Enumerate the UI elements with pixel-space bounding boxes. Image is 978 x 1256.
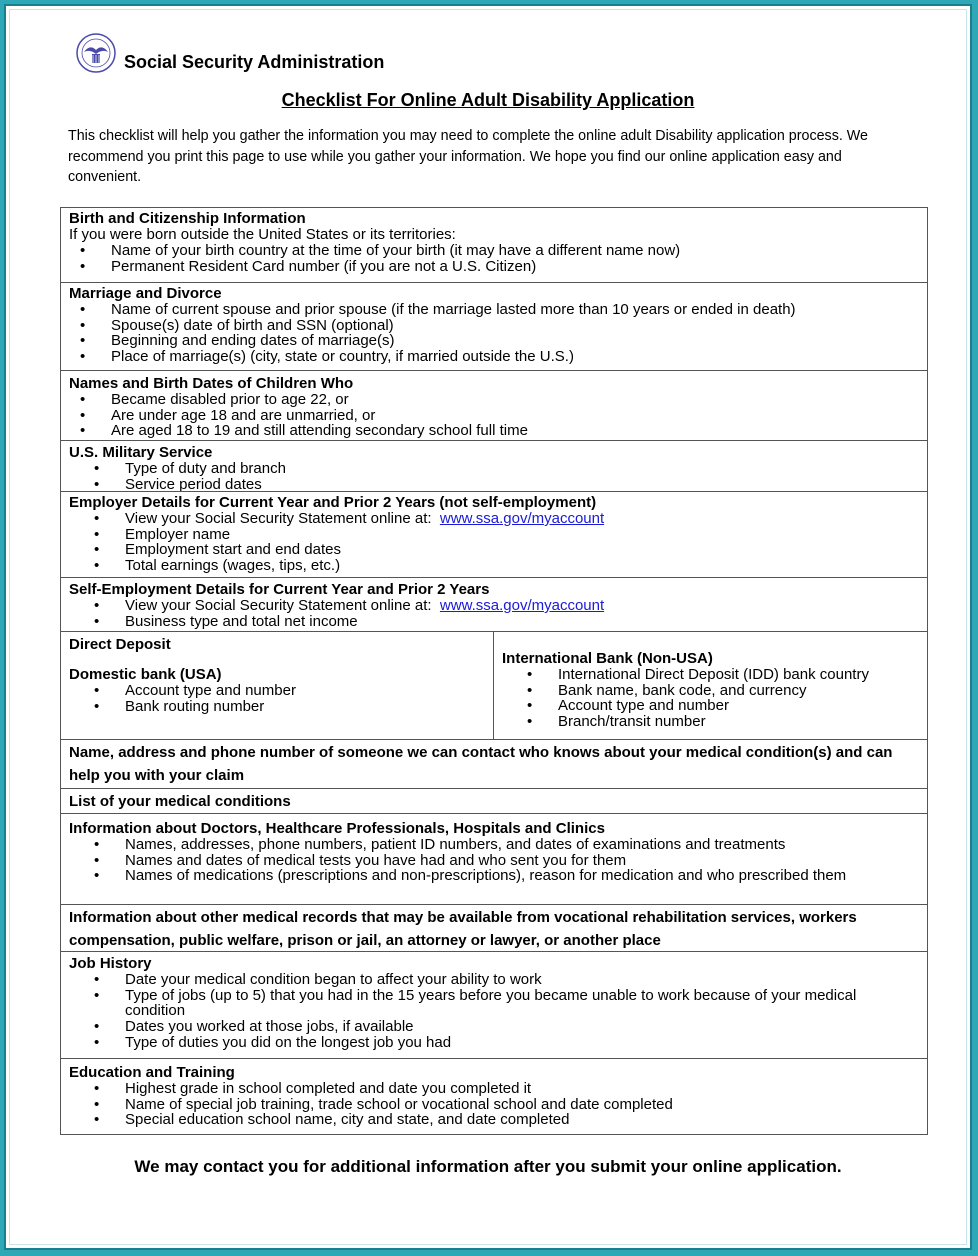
list-item: • Name of current spouse and prior spouse (if the marriage lasted more than 10 years or ended in death) — [111, 302, 927, 318]
list-item: • Names and dates of medical tests you have had and who sent you for them — [125, 853, 927, 869]
myaccount-link[interactable]: www.ssa.gov/myaccount — [439, 510, 605, 527]
checklist-table — [60, 207, 928, 1135]
section-heading: Information about other medical records that may be available from vocational rehabilitation services, workers compensation, public welfare, prison or jail, an attorney or lawyer, or another place — [69, 909, 857, 949]
document-page — [4, 4, 972, 1250]
section-job-history — [61, 951, 927, 1058]
list-item: • Account type and number — [125, 683, 493, 699]
list-item: • Name of your birth country at the time of your birth (it may have a different name now) — [111, 243, 927, 259]
list-item: • Bank routing number — [125, 699, 493, 715]
domestic-bank-column — [61, 632, 493, 714]
list-item: • Total earnings (wages, tips, etc.) — [125, 558, 927, 574]
section-heading: Names and Birth Dates of Children Who — [69, 375, 354, 392]
ssa-seal-logo — [72, 32, 120, 74]
section-heading: U.S. Military Service — [69, 444, 213, 461]
list-item: • Bank name, bank code, and currency — [558, 683, 928, 699]
section-lead: If you were born outside the United States or its territories: — [69, 226, 456, 243]
document-title: Checklist For Online Adult Disability Application — [281, 90, 695, 110]
list-item: • Names of medications (prescriptions and non-prescriptions), reason for medication and who prescribed them — [125, 868, 927, 884]
section-heading: Education and Training — [69, 1064, 235, 1081]
section-other-records — [61, 904, 927, 951]
section-doctors-hospitals — [61, 813, 927, 904]
statement-text: View your Social Security Statement online at: — [125, 597, 432, 614]
section-employer-details — [61, 491, 927, 577]
section-heading: List of your medical conditions — [69, 793, 291, 810]
list-item: • Employment start and end dates — [125, 542, 927, 558]
section-self-employment — [61, 577, 927, 631]
section-heading: Self-Employment Details for Current Year and Prior 2 Years — [69, 581, 490, 598]
section-heading: Information about Doctors, Healthcare Professionals, Hospitals and Clinics — [69, 820, 605, 837]
list-item: • Account type and number — [558, 698, 928, 714]
myaccount-link[interactable]: www.ssa.gov/myaccount — [439, 597, 605, 614]
intro-paragraph: This checklist will help you gather the information you may need to complete the online adult Disability application process. We recommend you print this page to use while you gather your information. We hope you find our online application easy and convenient. — [68, 128, 868, 185]
list-item: • Employer name — [125, 527, 927, 543]
statement-text: View your Social Security Statement online at: — [125, 510, 432, 527]
domestic-heading: Domestic bank (USA) — [69, 666, 222, 683]
section-marriage-divorce — [61, 282, 927, 370]
list-item: • Permanent Resident Card number (if you are not a U.S. Citizen) — [111, 259, 927, 275]
list-item: • International Direct Deposit (IDD) bank country — [558, 667, 928, 683]
section-birth-citizenship — [61, 208, 927, 282]
agency-name: Social Security Administration — [124, 52, 385, 72]
section-direct-deposit — [61, 631, 927, 739]
section-heading: Direct Deposit — [69, 636, 171, 653]
section-heading: Birth and Citizenship Information — [69, 210, 306, 227]
footer-note: We may contact you for additional information after you submit your online application. — [134, 1157, 842, 1176]
section-contact-person — [61, 739, 927, 788]
list-item: • Branch/transit number — [558, 714, 928, 730]
list-item: • Type of duties you did on the longest job you had — [125, 1035, 927, 1051]
list-item: • Service period dates — [125, 477, 927, 493]
list-item: • Names, addresses, phone numbers, patient ID numbers, and dates of examinations and treatments — [125, 837, 927, 853]
section-heading: Job History — [69, 955, 152, 972]
section-medical-conditions — [61, 788, 927, 813]
list-item: • Are aged 18 to 19 and still attending secondary school full time — [111, 423, 927, 439]
list-item: • Beginning and ending dates of marriage(s) — [111, 333, 927, 349]
list-item: • Became disabled prior to age 22, or — [111, 392, 927, 408]
list-item: • Business type and total net income — [125, 614, 927, 630]
list-item: • Name of special job training, trade school or vocational school and date completed — [125, 1097, 927, 1113]
list-item: • Dates you worked at those jobs, if available — [125, 1019, 927, 1035]
list-item: • Type of jobs (up to 5) that you had in the 15 years before you became unable to work because of your medical condition — [125, 988, 927, 1019]
list-item: • Are under age 18 and are unmarried, or — [111, 408, 927, 424]
section-heading: Marriage and Divorce — [69, 285, 222, 302]
list-item: • Highest grade in school completed and date you completed it — [125, 1081, 927, 1097]
international-bank-column — [494, 632, 928, 730]
section-education-training — [61, 1058, 927, 1134]
list-item: • Place of marriage(s) (city, state or country, if married outside the U.S.) — [111, 349, 927, 365]
list-item: • Spouse(s) date of birth and SSN (optional) — [111, 318, 927, 334]
list-item: • Special education school name, city and state, and date completed — [125, 1112, 927, 1128]
list-item — [125, 598, 927, 614]
list-item: • Type of duty and branch — [125, 461, 927, 477]
section-military — [61, 440, 927, 491]
section-heading: Employer Details for Current Year and Prior 2 Years (not self-employment) — [69, 494, 597, 511]
list-item: • Date your medical condition began to affect your ability to work — [125, 972, 927, 988]
international-heading: International Bank (Non-USA) — [502, 650, 713, 667]
section-children — [61, 370, 927, 440]
section-heading: Name, address and phone number of someone we can contact who knows about your medical condition(s) and can help you with your claim — [69, 744, 893, 784]
list-item — [125, 511, 927, 527]
